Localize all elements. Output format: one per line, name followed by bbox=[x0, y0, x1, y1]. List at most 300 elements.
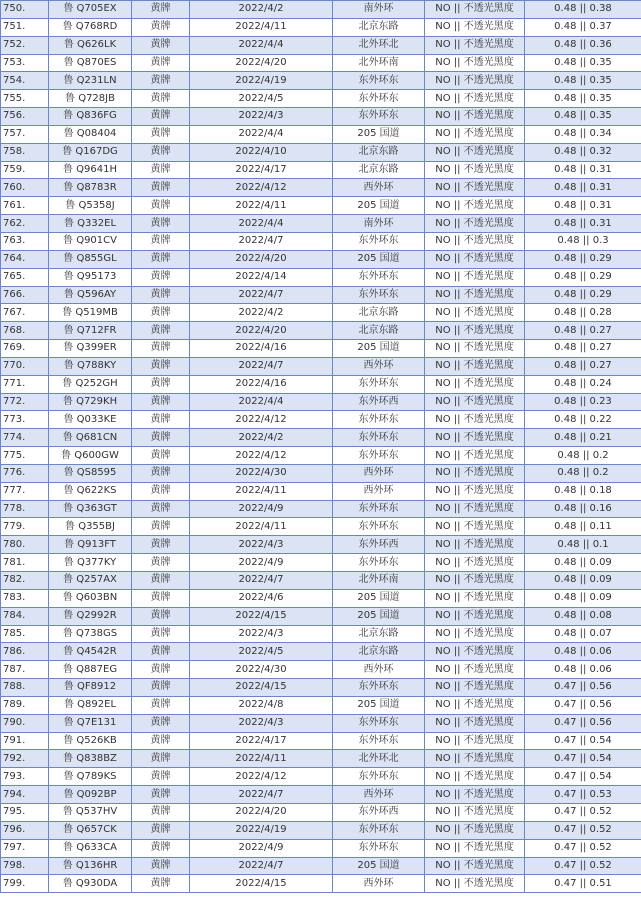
inspection-date-cell: 2022/4/15 bbox=[190, 607, 333, 625]
inspection-date-cell: 2022/4/15 bbox=[190, 679, 333, 697]
plate-type-cell: 黄牌 bbox=[132, 197, 190, 215]
plate-type-cell: 黄牌 bbox=[132, 18, 190, 36]
row-number-cell: 758. bbox=[1, 143, 49, 161]
table-row bbox=[1, 500, 641, 518]
inspection-date-cell: 2022/4/30 bbox=[190, 661, 333, 679]
plate-type-cell: 黄牌 bbox=[132, 518, 190, 536]
readings-cell: 0.48 || 0.35 bbox=[525, 72, 641, 90]
test-method-cell: NO || 不透光黑度 bbox=[425, 607, 525, 625]
plate-number-cell: 鲁 QS8595 bbox=[49, 464, 132, 482]
table-row bbox=[1, 197, 641, 215]
test-method-cell: NO || 不透光黑度 bbox=[425, 304, 525, 322]
test-method-cell: NO || 不透光黑度 bbox=[425, 572, 525, 590]
readings-cell: 0.48 || 0.18 bbox=[525, 482, 641, 500]
table-row bbox=[1, 250, 641, 268]
plate-type-cell: 黄牌 bbox=[132, 732, 190, 750]
table-row bbox=[1, 411, 641, 429]
readings-cell: 0.48 || 0.27 bbox=[525, 322, 641, 340]
table-row bbox=[1, 768, 641, 786]
plate-number-cell: 鲁 Q712FR bbox=[49, 322, 132, 340]
location-cell: 205 国道 bbox=[333, 589, 425, 607]
plate-type-cell: 黄牌 bbox=[132, 500, 190, 518]
test-method-cell: NO || 不透光黑度 bbox=[425, 643, 525, 661]
inspection-date-cell: 2022/4/14 bbox=[190, 268, 333, 286]
plate-type-cell: 黄牌 bbox=[132, 839, 190, 857]
readings-cell: 0.48 || 0.28 bbox=[525, 304, 641, 322]
plate-number-cell: 鲁 Q08404 bbox=[49, 125, 132, 143]
readings-cell: 0.48 || 0.06 bbox=[525, 643, 641, 661]
row-number-cell: 799. bbox=[1, 875, 49, 893]
location-cell: 南外环 bbox=[333, 1, 425, 19]
location-cell: 东外环东 bbox=[333, 554, 425, 572]
table-row bbox=[1, 161, 641, 179]
inspection-date-cell: 2022/4/12 bbox=[190, 768, 333, 786]
plate-number-cell: 鲁 Q377KY bbox=[49, 554, 132, 572]
test-method-cell: NO || 不透光黑度 bbox=[425, 589, 525, 607]
table-row bbox=[1, 179, 641, 197]
inspection-date-cell: 2022/4/7 bbox=[190, 786, 333, 804]
table-row bbox=[1, 857, 641, 875]
readings-cell: 0.48 || 0.35 bbox=[525, 54, 641, 72]
inspection-date-cell: 2022/4/12 bbox=[190, 179, 333, 197]
plate-type-cell: 黄牌 bbox=[132, 36, 190, 54]
location-cell: 东外环东 bbox=[333, 232, 425, 250]
readings-cell: 0.48 || 0.23 bbox=[525, 393, 641, 411]
readings-cell: 0.48 || 0.35 bbox=[525, 90, 641, 108]
test-method-cell: NO || 不透光黑度 bbox=[425, 54, 525, 72]
inspection-date-cell: 2022/4/2 bbox=[190, 304, 333, 322]
plate-number-cell: 鲁 Q681CN bbox=[49, 429, 132, 447]
location-cell: 205 国道 bbox=[333, 250, 425, 268]
plate-number-cell: 鲁 Q901CV bbox=[49, 232, 132, 250]
inspection-date-cell: 2022/4/20 bbox=[190, 54, 333, 72]
inspection-date-cell: 2022/4/7 bbox=[190, 572, 333, 590]
plate-type-cell: 黄牌 bbox=[132, 232, 190, 250]
test-method-cell: NO || 不透光黑度 bbox=[425, 821, 525, 839]
table-row bbox=[1, 447, 641, 465]
plate-type-cell: 黄牌 bbox=[132, 803, 190, 821]
readings-cell: 0.48 || 0.22 bbox=[525, 411, 641, 429]
row-number-cell: 768. bbox=[1, 322, 49, 340]
row-number-cell: 788. bbox=[1, 679, 49, 697]
location-cell: 东外环东 bbox=[333, 768, 425, 786]
readings-cell: 0.48 || 0.31 bbox=[525, 179, 641, 197]
table-row bbox=[1, 714, 641, 732]
test-method-cell: NO || 不透光黑度 bbox=[425, 625, 525, 643]
plate-type-cell: 黄牌 bbox=[132, 322, 190, 340]
plate-number-cell: 鲁 Q600GW bbox=[49, 447, 132, 465]
table-row bbox=[1, 696, 641, 714]
test-method-cell: NO || 不透光黑度 bbox=[425, 411, 525, 429]
table-body bbox=[1, 1, 641, 893]
plate-type-cell: 黄牌 bbox=[132, 340, 190, 358]
location-cell: 东外环东 bbox=[333, 518, 425, 536]
row-number-cell: 751. bbox=[1, 18, 49, 36]
location-cell: 北外环南 bbox=[333, 54, 425, 72]
plate-type-cell: 黄牌 bbox=[132, 108, 190, 126]
inspection-date-cell: 2022/4/5 bbox=[190, 643, 333, 661]
test-method-cell: NO || 不透光黑度 bbox=[425, 125, 525, 143]
inspection-date-cell: 2022/4/4 bbox=[190, 215, 333, 233]
test-method-cell: NO || 不透光黑度 bbox=[425, 768, 525, 786]
row-number-cell: 796. bbox=[1, 821, 49, 839]
location-cell: 205 国道 bbox=[333, 340, 425, 358]
inspection-date-cell: 2022/4/20 bbox=[190, 322, 333, 340]
location-cell: 北京东路 bbox=[333, 161, 425, 179]
readings-cell: 0.47 || 0.52 bbox=[525, 839, 641, 857]
plate-number-cell: 鲁 Q399ER bbox=[49, 340, 132, 358]
row-number-cell: 775. bbox=[1, 447, 49, 465]
location-cell: 西外环 bbox=[333, 464, 425, 482]
inspection-date-cell: 2022/4/9 bbox=[190, 500, 333, 518]
table-row bbox=[1, 36, 641, 54]
test-method-cell: NO || 不透光黑度 bbox=[425, 464, 525, 482]
inspection-date-cell: 2022/4/9 bbox=[190, 839, 333, 857]
row-number-cell: 781. bbox=[1, 554, 49, 572]
row-number-cell: 766. bbox=[1, 286, 49, 304]
plate-type-cell: 黄牌 bbox=[132, 393, 190, 411]
plate-type-cell: 黄牌 bbox=[132, 268, 190, 286]
location-cell: 205 国道 bbox=[333, 857, 425, 875]
inspection-date-cell: 2022/4/20 bbox=[190, 250, 333, 268]
readings-cell: 0.48 || 0.37 bbox=[525, 18, 641, 36]
readings-cell: 0.48 || 0.09 bbox=[525, 554, 641, 572]
test-method-cell: NO || 不透光黑度 bbox=[425, 679, 525, 697]
plate-number-cell: 鲁 Q136HR bbox=[49, 857, 132, 875]
inspection-date-cell: 2022/4/19 bbox=[190, 72, 333, 90]
inspection-date-cell: 2022/4/7 bbox=[190, 357, 333, 375]
test-method-cell: NO || 不透光黑度 bbox=[425, 857, 525, 875]
plate-number-cell: 鲁 Q257AX bbox=[49, 572, 132, 590]
test-method-cell: NO || 不透光黑度 bbox=[425, 36, 525, 54]
test-method-cell: NO || 不透光黑度 bbox=[425, 1, 525, 19]
plate-number-cell: 鲁 Q231LN bbox=[49, 72, 132, 90]
test-method-cell: NO || 不透光黑度 bbox=[425, 696, 525, 714]
row-number-cell: 759. bbox=[1, 161, 49, 179]
test-method-cell: NO || 不透光黑度 bbox=[425, 786, 525, 804]
plate-type-cell: 黄牌 bbox=[132, 625, 190, 643]
table-row bbox=[1, 268, 641, 286]
test-method-cell: NO || 不透光黑度 bbox=[425, 447, 525, 465]
row-number-cell: 762. bbox=[1, 215, 49, 233]
location-cell: 东外环东 bbox=[333, 821, 425, 839]
readings-cell: 0.47 || 0.51 bbox=[525, 875, 641, 893]
inspection-date-cell: 2022/4/10 bbox=[190, 143, 333, 161]
test-method-cell: NO || 不透光黑度 bbox=[425, 197, 525, 215]
plate-type-cell: 黄牌 bbox=[132, 786, 190, 804]
table-row bbox=[1, 643, 641, 661]
readings-cell: 0.47 || 0.54 bbox=[525, 750, 641, 768]
table-row bbox=[1, 340, 641, 358]
row-number-cell: 783. bbox=[1, 589, 49, 607]
readings-cell: 0.48 || 0.2 bbox=[525, 447, 641, 465]
plate-number-cell: 鲁 Q855GL bbox=[49, 250, 132, 268]
location-cell: 西外环 bbox=[333, 786, 425, 804]
readings-cell: 0.48 || 0.11 bbox=[525, 518, 641, 536]
inspection-date-cell: 2022/4/11 bbox=[190, 518, 333, 536]
row-number-cell: 767. bbox=[1, 304, 49, 322]
test-method-cell: NO || 不透光黑度 bbox=[425, 803, 525, 821]
inspection-date-cell: 2022/4/17 bbox=[190, 161, 333, 179]
row-number-cell: 790. bbox=[1, 714, 49, 732]
readings-cell: 0.47 || 0.52 bbox=[525, 803, 641, 821]
location-cell: 东外环东 bbox=[333, 286, 425, 304]
row-number-cell: 793. bbox=[1, 768, 49, 786]
inspection-date-cell: 2022/4/12 bbox=[190, 411, 333, 429]
test-method-cell: NO || 不透光黑度 bbox=[425, 340, 525, 358]
table-row bbox=[1, 72, 641, 90]
table-row bbox=[1, 1, 641, 19]
table-row bbox=[1, 375, 641, 393]
test-method-cell: NO || 不透光黑度 bbox=[425, 215, 525, 233]
plate-number-cell: 鲁 Q092BP bbox=[49, 786, 132, 804]
row-number-cell: 795. bbox=[1, 803, 49, 821]
plate-number-cell: 鲁 Q355BJ bbox=[49, 518, 132, 536]
plate-number-cell: 鲁 Q870ES bbox=[49, 54, 132, 72]
plate-type-cell: 黄牌 bbox=[132, 72, 190, 90]
row-number-cell: 786. bbox=[1, 643, 49, 661]
plate-type-cell: 黄牌 bbox=[132, 857, 190, 875]
inspection-date-cell: 2022/4/12 bbox=[190, 447, 333, 465]
plate-number-cell: 鲁 Q836FG bbox=[49, 108, 132, 126]
plate-number-cell: 鲁 Q626LK bbox=[49, 36, 132, 54]
row-number-cell: 785. bbox=[1, 625, 49, 643]
table-row bbox=[1, 554, 641, 572]
plate-type-cell: 黄牌 bbox=[132, 482, 190, 500]
readings-cell: 0.48 || 0.1 bbox=[525, 536, 641, 554]
plate-number-cell: 鲁 Q8783R bbox=[49, 179, 132, 197]
plate-type-cell: 黄牌 bbox=[132, 643, 190, 661]
inspection-date-cell: 2022/4/4 bbox=[190, 36, 333, 54]
row-number-cell: 756. bbox=[1, 108, 49, 126]
table-row bbox=[1, 875, 641, 893]
readings-cell: 0.48 || 0.38 bbox=[525, 1, 641, 19]
inspection-date-cell: 2022/4/3 bbox=[190, 714, 333, 732]
plate-number-cell: 鲁 Q913FT bbox=[49, 536, 132, 554]
inspection-date-cell: 2022/4/2 bbox=[190, 1, 333, 19]
plate-number-cell: 鲁 Q657CK bbox=[49, 821, 132, 839]
inspection-date-cell: 2022/4/11 bbox=[190, 750, 333, 768]
inspection-date-cell: 2022/4/7 bbox=[190, 232, 333, 250]
plate-number-cell: 鲁 Q167DG bbox=[49, 143, 132, 161]
plate-type-cell: 黄牌 bbox=[132, 768, 190, 786]
inspection-date-cell: 2022/4/16 bbox=[190, 375, 333, 393]
row-number-cell: 777. bbox=[1, 482, 49, 500]
row-number-cell: 787. bbox=[1, 661, 49, 679]
inspection-date-cell: 2022/4/15 bbox=[190, 875, 333, 893]
plate-number-cell: 鲁 Q5358J bbox=[49, 197, 132, 215]
plate-number-cell: 鲁 Q892EL bbox=[49, 696, 132, 714]
inspection-date-cell: 2022/4/11 bbox=[190, 18, 333, 36]
plate-type-cell: 黄牌 bbox=[132, 821, 190, 839]
table-row bbox=[1, 732, 641, 750]
inspection-date-cell: 2022/4/3 bbox=[190, 625, 333, 643]
plate-type-cell: 黄牌 bbox=[132, 161, 190, 179]
row-number-cell: 779. bbox=[1, 518, 49, 536]
table-row bbox=[1, 215, 641, 233]
location-cell: 北外环北 bbox=[333, 750, 425, 768]
location-cell: 205 国道 bbox=[333, 696, 425, 714]
row-number-cell: 784. bbox=[1, 607, 49, 625]
plate-number-cell: 鲁 Q930DA bbox=[49, 875, 132, 893]
plate-number-cell: 鲁 Q788KY bbox=[49, 357, 132, 375]
plate-type-cell: 黄牌 bbox=[132, 447, 190, 465]
row-number-cell: 764. bbox=[1, 250, 49, 268]
test-method-cell: NO || 不透光黑度 bbox=[425, 143, 525, 161]
test-method-cell: NO || 不透光黑度 bbox=[425, 375, 525, 393]
test-method-cell: NO || 不透光黑度 bbox=[425, 357, 525, 375]
location-cell: 205 国道 bbox=[333, 197, 425, 215]
test-method-cell: NO || 不透光黑度 bbox=[425, 750, 525, 768]
location-cell: 205 国道 bbox=[333, 125, 425, 143]
readings-cell: 0.48 || 0.35 bbox=[525, 108, 641, 126]
readings-cell: 0.48 || 0.09 bbox=[525, 572, 641, 590]
readings-cell: 0.48 || 0.31 bbox=[525, 161, 641, 179]
table-row bbox=[1, 607, 641, 625]
readings-cell: 0.48 || 0.24 bbox=[525, 375, 641, 393]
readings-cell: 0.48 || 0.3 bbox=[525, 232, 641, 250]
row-number-cell: 769. bbox=[1, 340, 49, 358]
plate-type-cell: 黄牌 bbox=[132, 179, 190, 197]
row-number-cell: 770. bbox=[1, 357, 49, 375]
plate-number-cell: 鲁 QF8912 bbox=[49, 679, 132, 697]
row-number-cell: 780. bbox=[1, 536, 49, 554]
location-cell: 东外环东 bbox=[333, 268, 425, 286]
plate-number-cell: 鲁 Q603BN bbox=[49, 589, 132, 607]
row-number-cell: 753. bbox=[1, 54, 49, 72]
test-method-cell: NO || 不透光黑度 bbox=[425, 286, 525, 304]
plate-type-cell: 黄牌 bbox=[132, 143, 190, 161]
plate-number-cell: 鲁 Q363GT bbox=[49, 500, 132, 518]
inspection-date-cell: 2022/4/9 bbox=[190, 554, 333, 572]
plate-number-cell: 鲁 Q705EX bbox=[49, 1, 132, 19]
readings-cell: 0.47 || 0.56 bbox=[525, 679, 641, 697]
plate-type-cell: 黄牌 bbox=[132, 661, 190, 679]
plate-type-cell: 黄牌 bbox=[132, 286, 190, 304]
row-number-cell: 765. bbox=[1, 268, 49, 286]
test-method-cell: NO || 不透光黑度 bbox=[425, 161, 525, 179]
row-number-cell: 763. bbox=[1, 232, 49, 250]
inspection-date-cell: 2022/4/2 bbox=[190, 429, 333, 447]
table-row bbox=[1, 464, 641, 482]
plate-number-cell: 鲁 Q2992R bbox=[49, 607, 132, 625]
location-cell: 东外环东 bbox=[333, 732, 425, 750]
row-number-cell: 789. bbox=[1, 696, 49, 714]
plate-number-cell: 鲁 Q526KB bbox=[49, 732, 132, 750]
row-number-cell: 774. bbox=[1, 429, 49, 447]
test-method-cell: NO || 不透光黑度 bbox=[425, 72, 525, 90]
location-cell: 北外环北 bbox=[333, 36, 425, 54]
plate-number-cell: 鲁 Q596AY bbox=[49, 286, 132, 304]
readings-cell: 0.48 || 0.27 bbox=[525, 340, 641, 358]
readings-cell: 0.48 || 0.29 bbox=[525, 286, 641, 304]
readings-cell: 0.47 || 0.53 bbox=[525, 786, 641, 804]
table-row bbox=[1, 108, 641, 126]
test-method-cell: NO || 不透光黑度 bbox=[425, 536, 525, 554]
table-row bbox=[1, 803, 641, 821]
table-row bbox=[1, 125, 641, 143]
inspection-date-cell: 2022/4/11 bbox=[190, 197, 333, 215]
location-cell: 东外环东 bbox=[333, 714, 425, 732]
row-number-cell: 797. bbox=[1, 839, 49, 857]
plate-type-cell: 黄牌 bbox=[132, 357, 190, 375]
table-row bbox=[1, 54, 641, 72]
table-row bbox=[1, 232, 641, 250]
table-row bbox=[1, 661, 641, 679]
location-cell: 205 国道 bbox=[333, 607, 425, 625]
plate-number-cell: 鲁 Q728JB bbox=[49, 90, 132, 108]
inspection-date-cell: 2022/4/7 bbox=[190, 286, 333, 304]
location-cell: 北京东路 bbox=[333, 18, 425, 36]
row-number-cell: 757. bbox=[1, 125, 49, 143]
inspection-date-cell: 2022/4/16 bbox=[190, 340, 333, 358]
plate-type-cell: 黄牌 bbox=[132, 250, 190, 268]
plate-type-cell: 黄牌 bbox=[132, 54, 190, 72]
readings-cell: 0.47 || 0.52 bbox=[525, 821, 641, 839]
readings-cell: 0.48 || 0.21 bbox=[525, 429, 641, 447]
inspection-date-cell: 2022/4/11 bbox=[190, 482, 333, 500]
readings-cell: 0.48 || 0.2 bbox=[525, 464, 641, 482]
test-method-cell: NO || 不透光黑度 bbox=[425, 661, 525, 679]
table-row bbox=[1, 322, 641, 340]
row-number-cell: 776. bbox=[1, 464, 49, 482]
plate-type-cell: 黄牌 bbox=[132, 589, 190, 607]
plate-number-cell: 鲁 Q95173 bbox=[49, 268, 132, 286]
readings-cell: 0.48 || 0.09 bbox=[525, 589, 641, 607]
plate-number-cell: 鲁 Q332EL bbox=[49, 215, 132, 233]
readings-cell: 0.48 || 0.31 bbox=[525, 197, 641, 215]
test-method-cell: NO || 不透光黑度 bbox=[425, 268, 525, 286]
readings-cell: 0.48 || 0.06 bbox=[525, 661, 641, 679]
test-method-cell: NO || 不透光黑度 bbox=[425, 732, 525, 750]
location-cell: 西外环 bbox=[333, 875, 425, 893]
table-row bbox=[1, 572, 641, 590]
row-number-cell: 772. bbox=[1, 393, 49, 411]
row-number-cell: 782. bbox=[1, 572, 49, 590]
test-method-cell: NO || 不透光黑度 bbox=[425, 500, 525, 518]
plate-number-cell: 鲁 Q537HV bbox=[49, 803, 132, 821]
plate-type-cell: 黄牌 bbox=[132, 464, 190, 482]
test-method-cell: NO || 不透光黑度 bbox=[425, 108, 525, 126]
row-number-cell: 794. bbox=[1, 786, 49, 804]
inspection-date-cell: 2022/4/8 bbox=[190, 696, 333, 714]
location-cell: 东外环东 bbox=[333, 411, 425, 429]
plate-type-cell: 黄牌 bbox=[132, 750, 190, 768]
plate-number-cell: 鲁 Q252GH bbox=[49, 375, 132, 393]
test-method-cell: NO || 不透光黑度 bbox=[425, 18, 525, 36]
readings-cell: 0.47 || 0.54 bbox=[525, 732, 641, 750]
readings-cell: 0.47 || 0.56 bbox=[525, 696, 641, 714]
readings-cell: 0.48 || 0.08 bbox=[525, 607, 641, 625]
location-cell: 西外环 bbox=[333, 357, 425, 375]
location-cell: 东外环东 bbox=[333, 90, 425, 108]
location-cell: 东外环东 bbox=[333, 447, 425, 465]
readings-cell: 0.47 || 0.52 bbox=[525, 857, 641, 875]
test-method-cell: NO || 不透光黑度 bbox=[425, 554, 525, 572]
inspection-date-cell: 2022/4/4 bbox=[190, 393, 333, 411]
table-row bbox=[1, 429, 641, 447]
plate-number-cell: 鲁 Q789KS bbox=[49, 768, 132, 786]
row-number-cell: 773. bbox=[1, 411, 49, 429]
plate-number-cell: 鲁 Q768RD bbox=[49, 18, 132, 36]
plate-type-cell: 黄牌 bbox=[132, 536, 190, 554]
table-row bbox=[1, 482, 641, 500]
test-method-cell: NO || 不透光黑度 bbox=[425, 839, 525, 857]
plate-type-cell: 黄牌 bbox=[132, 411, 190, 429]
table-row bbox=[1, 304, 641, 322]
inspection-date-cell: 2022/4/20 bbox=[190, 803, 333, 821]
row-number-cell: 761. bbox=[1, 197, 49, 215]
